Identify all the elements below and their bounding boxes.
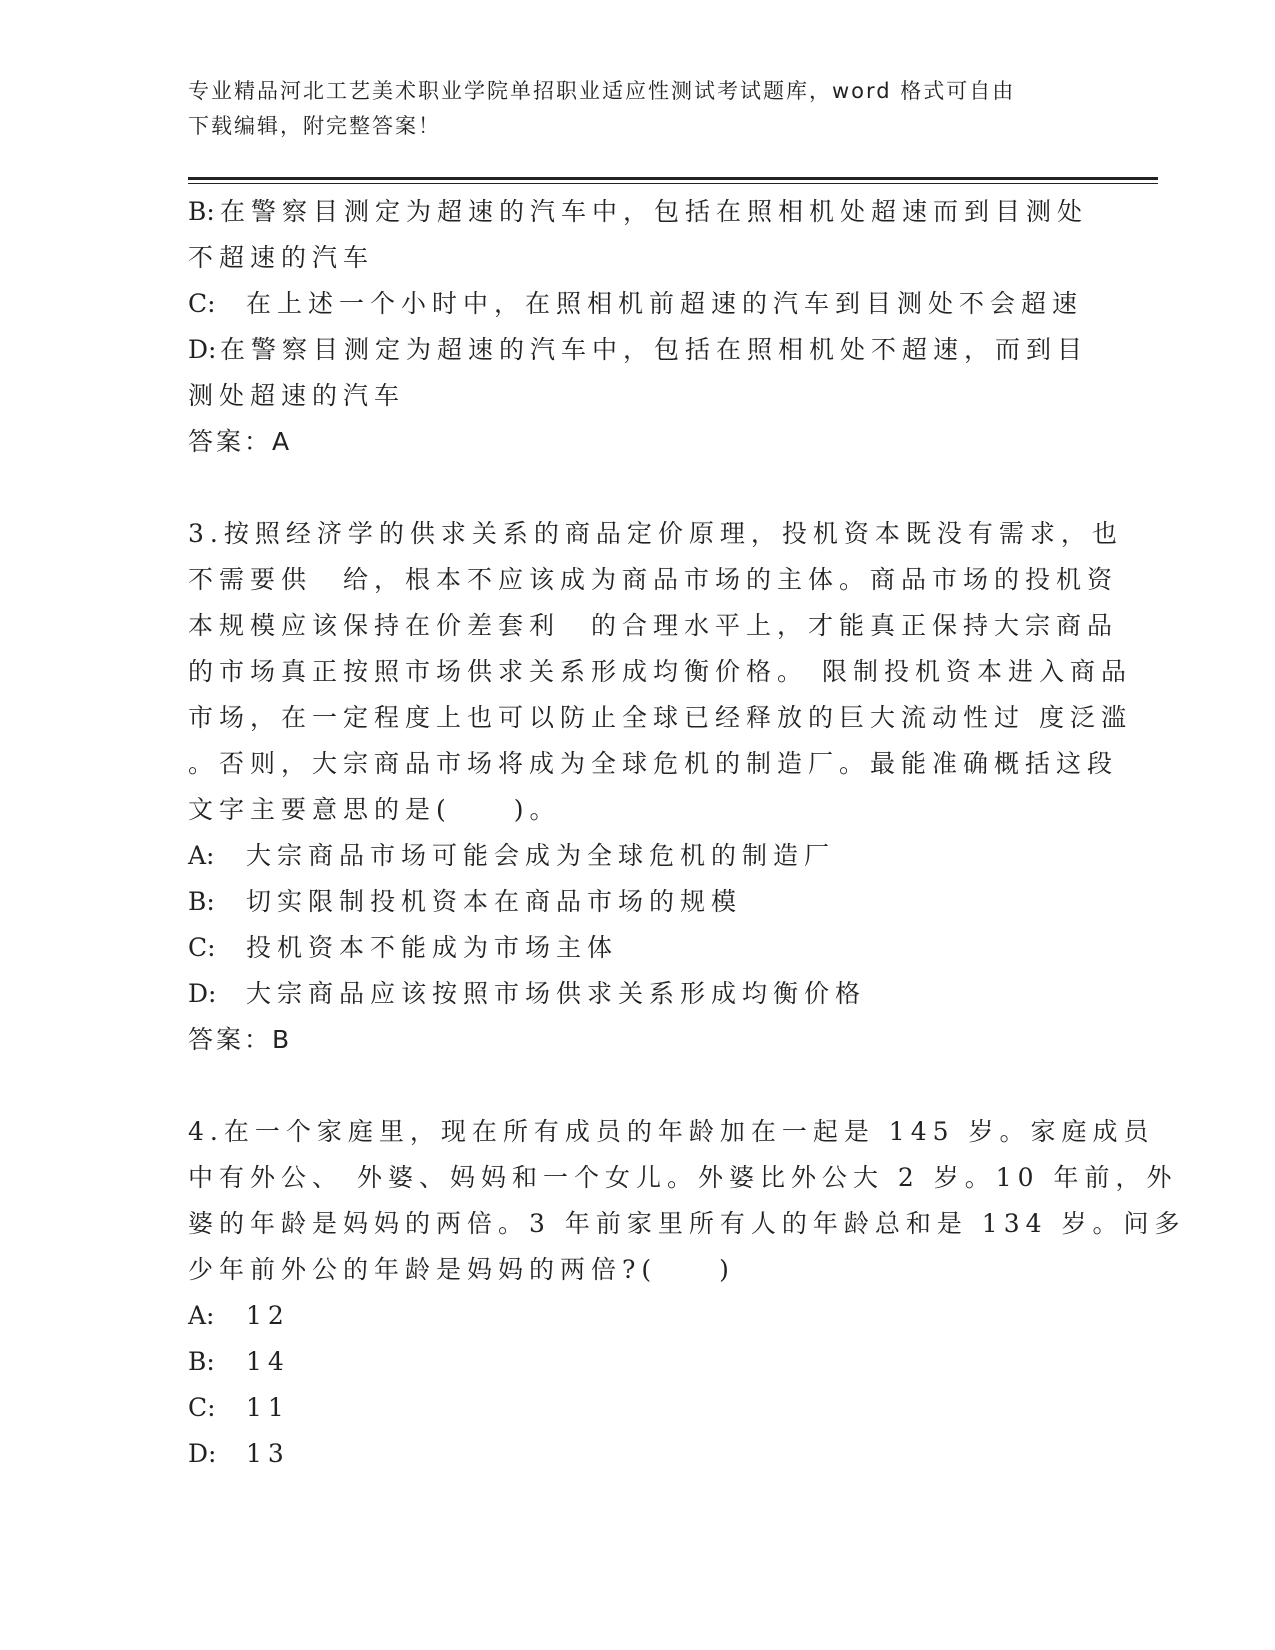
q3-answer: 答案：B: [188, 1025, 293, 1054]
option-text: 11: [246, 1393, 290, 1422]
q3-stem-line: 。否则，大宗商品市场将成为全球危机的制造厂。最能准确概括这段: [188, 749, 1119, 778]
option-text: 13: [246, 1439, 290, 1468]
q3-stem-line: 3.按照经济学的供求关系的商品定价原理，投机资本既没有需求，也: [188, 519, 1123, 548]
option-letter: D:: [188, 1439, 217, 1468]
option-letter: C:: [188, 933, 216, 962]
option-letter: B:: [188, 197, 215, 226]
q2-option-d: [188, 327, 1088, 373]
q4-option-a: [188, 1293, 1088, 1339]
q3-stem-line: 本规模应该保持在价差套利 的合理水平上，才能真正保持大宗商品: [188, 611, 1119, 640]
q3-option-d: [188, 971, 1088, 1017]
q3-option-a: [188, 833, 1088, 879]
q4-stem-line: 4.在一个家庭里，现在所有成员的年龄加在一起是 145 岁。家庭成员: [188, 1117, 1155, 1146]
q3-option-b: [188, 879, 1088, 925]
q2-option-b: [188, 189, 1088, 235]
q4-stem-line: 中有外公、 外婆、妈妈和一个女儿。外婆比外公大 2 岁。10 年前，外: [188, 1163, 1178, 1192]
header-line-2: 下载编辑，附完整答案！: [188, 114, 441, 138]
option-text: 在警察目测定为超速的汽车中，包括在照相机处不超速，而到目: [219, 335, 1088, 364]
q2-option-b-continued: 不超速的汽车: [188, 243, 375, 272]
question-3: [188, 511, 1132, 1063]
option-letter: B:: [188, 1347, 215, 1376]
q2-option-d-continued: 测处超速的汽车: [188, 381, 406, 410]
option-letter: B:: [188, 887, 215, 916]
header-divider-thin: [188, 183, 1158, 184]
q2-option-c: [188, 281, 1088, 327]
q3-stem-line: 不需要供 给，根本不应该成为商品市场的主体。商品市场的投机资: [188, 565, 1119, 594]
option-letter: D:: [188, 979, 217, 1008]
option-letter: C:: [188, 289, 216, 318]
question-4: [188, 1109, 1186, 1477]
header-line-1: 专业精品河北工艺美术职业学院单招职业适应性测试考试题库，word 格式可自由: [188, 79, 1016, 103]
q4-stem-line: 婆的年龄是妈妈的两倍。3 年前家里所有人的年龄总和是 134 岁。问多: [188, 1209, 1186, 1238]
option-letter: A:: [188, 841, 215, 870]
q3-stem-line: 的市场真正按照市场供求关系形成均衡价格。 限制投机资本进入商品: [188, 657, 1132, 686]
q3-stem-line: 文字主要意思的是( )。: [188, 795, 561, 824]
spacer: [188, 1063, 1088, 1109]
option-text: 12: [246, 1301, 290, 1330]
option-text: 大宗商品应该按照市场供求关系形成均衡价格: [246, 979, 867, 1008]
q4-option-b: [188, 1339, 1088, 1385]
q3-option-c: [188, 925, 1088, 971]
option-text: 在上述一个小时中，在照相机前超速的汽车到目测处不会超速: [246, 289, 1084, 318]
header-divider-thick: [188, 177, 1158, 180]
q4-option-c: [188, 1385, 1088, 1431]
option-text: 14: [246, 1347, 290, 1376]
q3-stem-line: 市场，在一定程度上也可以防止全球已经释放的巨大流动性过 度泛滥: [188, 703, 1132, 732]
option-text: 投机资本不能成为市场主体: [246, 933, 619, 962]
q4-stem-line: 少年前外公的年龄是妈妈的两倍?( ): [188, 1255, 735, 1284]
option-letter: C:: [188, 1393, 216, 1422]
option-text: 切实限制投机资本在商品市场的规模: [246, 887, 743, 916]
q2-answer: 答案：A: [188, 427, 293, 456]
question-2: [188, 189, 1088, 465]
document-body: [188, 189, 1186, 1477]
q4-option-d: [188, 1431, 1088, 1477]
option-text: 在警察目测定为超速的汽车中，包括在照相机处超速而到目测处: [219, 197, 1088, 226]
option-letter: D:: [188, 335, 217, 364]
option-text: 大宗商品市场可能会成为全球危机的制造厂: [246, 841, 836, 870]
document-header: [188, 74, 1068, 144]
option-letter: A:: [188, 1301, 215, 1330]
spacer: [188, 465, 1088, 511]
